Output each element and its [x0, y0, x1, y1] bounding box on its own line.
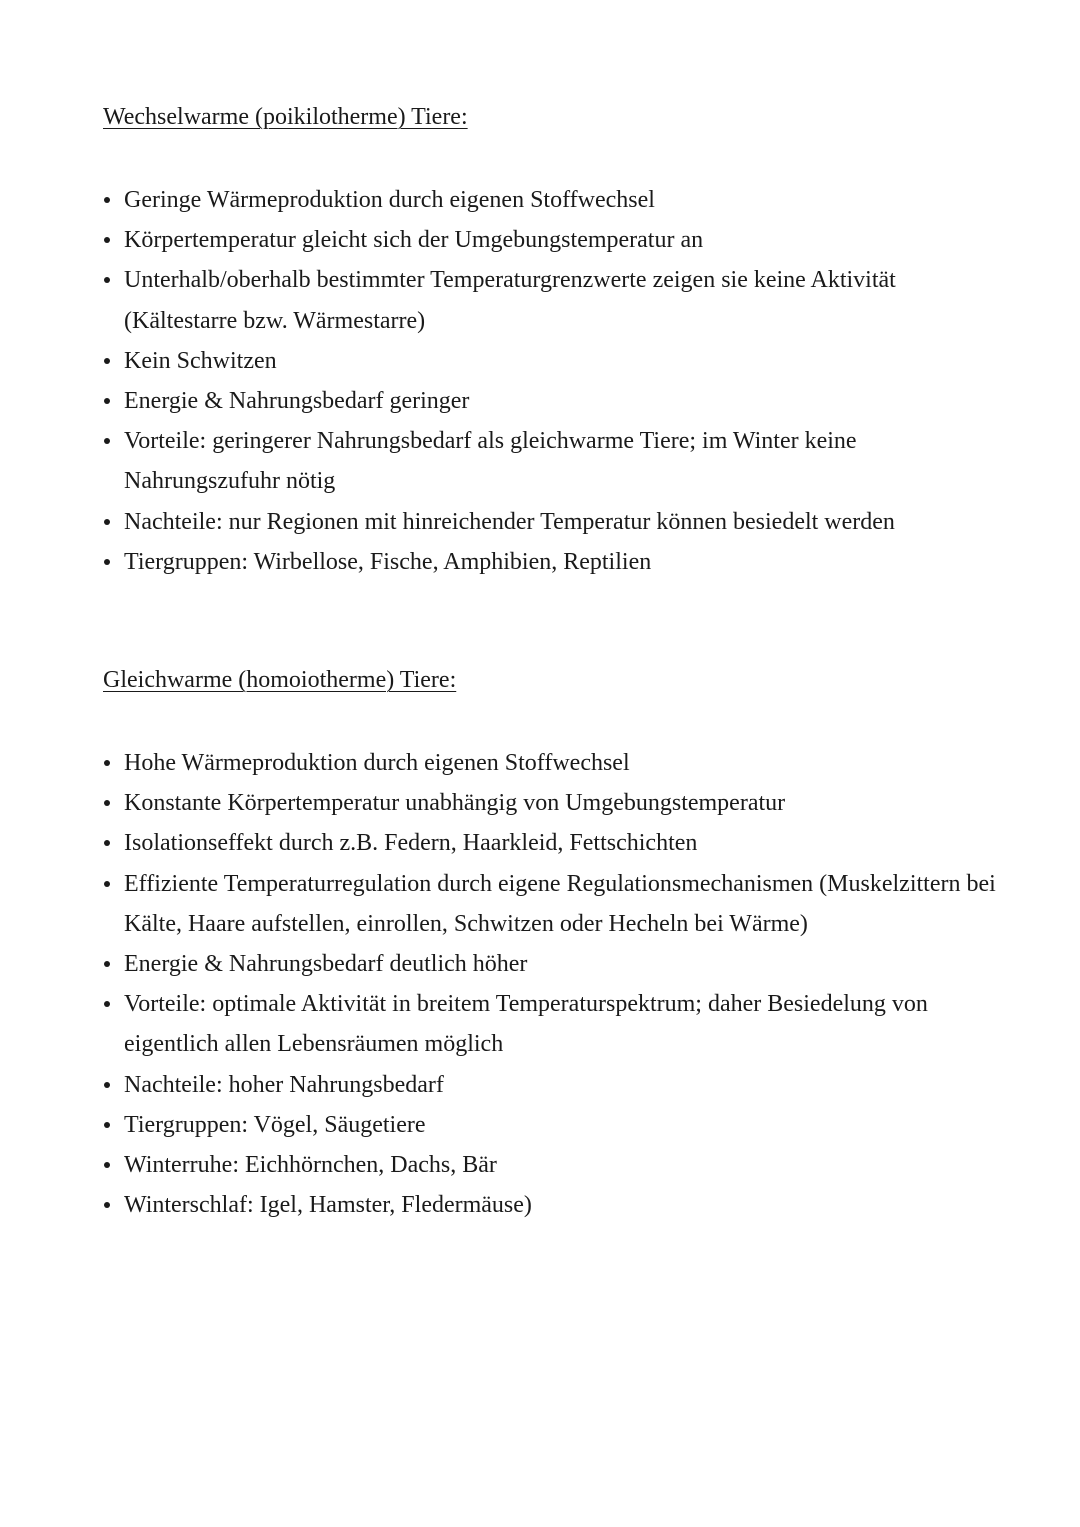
list-item [103, 502, 1003, 542]
list-item-text: Isolationseffekt durch z.B. Federn, Haarkleid, Fettschichten [124, 830, 698, 857]
list-item-text: Energie & Nahrungsbedarf deutlich höher [124, 951, 528, 978]
bullet-list-poikilotherm [103, 180, 1003, 582]
list-item-text: Unterhalb/oberhalb bestimmter Temperaturgrenzwerte zeigen sie keine Aktivität (Kältestarre bzw. Wärmestarre) [124, 267, 896, 334]
list-item [103, 1105, 1003, 1145]
list-item-text: Winterruhe: Eichhörnchen, Dachs, Bär [124, 1152, 497, 1179]
section-poikilotherm [103, 100, 1003, 582]
list-item [103, 542, 1003, 582]
list-item [103, 944, 1003, 984]
list-item [103, 220, 1003, 260]
list-item-text: Konstante Körpertemperatur unabhängig von Umgebungstemperatur [124, 790, 786, 817]
list-item-text: Tiergruppen: Vögel, Säugetiere [124, 1111, 426, 1138]
list-item-text: Nachteile: hoher Nahrungsbedarf [124, 1071, 444, 1098]
list-item-text: Geringe Wärmeproduktion durch eigenen Stoffwechsel [124, 187, 655, 213]
list-item-text: Winterschlaf: Igel, Hamster, Fledermäuse) [124, 1192, 532, 1219]
list-item [103, 743, 1003, 783]
list-item-text: Vorteile: geringerer Nahrungsbedarf als gleichwarme Tiere; im Winter keine Nahrungszufuhr nötig [124, 428, 857, 495]
list-item-text: Effiziente Temperaturregulation durch eigene Regulationsmechanismen (Muskelzittern bei Kälte, Haare aufstellen, einrollen, Schwitzen oder Hecheln bei Wärme) [124, 870, 996, 937]
list-item [103, 260, 1003, 340]
list-item-text: Körpertemperatur gleicht sich der Umgebungstemperatur an [124, 227, 704, 254]
list-item [103, 783, 1003, 823]
section-homoiotherm [103, 663, 1003, 1225]
bullet-list-homoiotherm [103, 743, 1003, 1225]
list-item [103, 1065, 1003, 1105]
list-item [103, 180, 1003, 220]
list-item [103, 1145, 1003, 1185]
list-item [103, 984, 1003, 1064]
list-item [103, 381, 1003, 421]
list-item-text: Kein Schwitzen [124, 347, 277, 374]
section-heading-homoiotherm: Gleichwarme (homoiotherme) Tiere: [103, 667, 457, 693]
list-item [103, 421, 1003, 501]
list-item [103, 864, 1003, 944]
section-heading-poikilotherm: Wechselwarme (poikilotherme) Tiere: [103, 104, 468, 130]
list-item [103, 1185, 1003, 1225]
list-item [103, 341, 1003, 381]
list-item-text: Energie & Nahrungsbedarf geringer [124, 388, 470, 415]
list-item [103, 823, 1003, 863]
list-item-text: Vorteile: optimale Aktivität in breitem Temperaturspektrum; daher Besiedelung von eigentlich allen Lebensräumen möglich [124, 991, 928, 1058]
list-item-text: Hohe Wärmeproduktion durch eigenen Stoffwechsel [124, 750, 630, 776]
list-item-text: Tiergruppen: Wirbellose, Fische, Amphibien, Reptilien [124, 548, 652, 575]
list-item-text: Nachteile: nur Regionen mit hinreichender Temperatur können besiedelt werden [124, 508, 895, 535]
